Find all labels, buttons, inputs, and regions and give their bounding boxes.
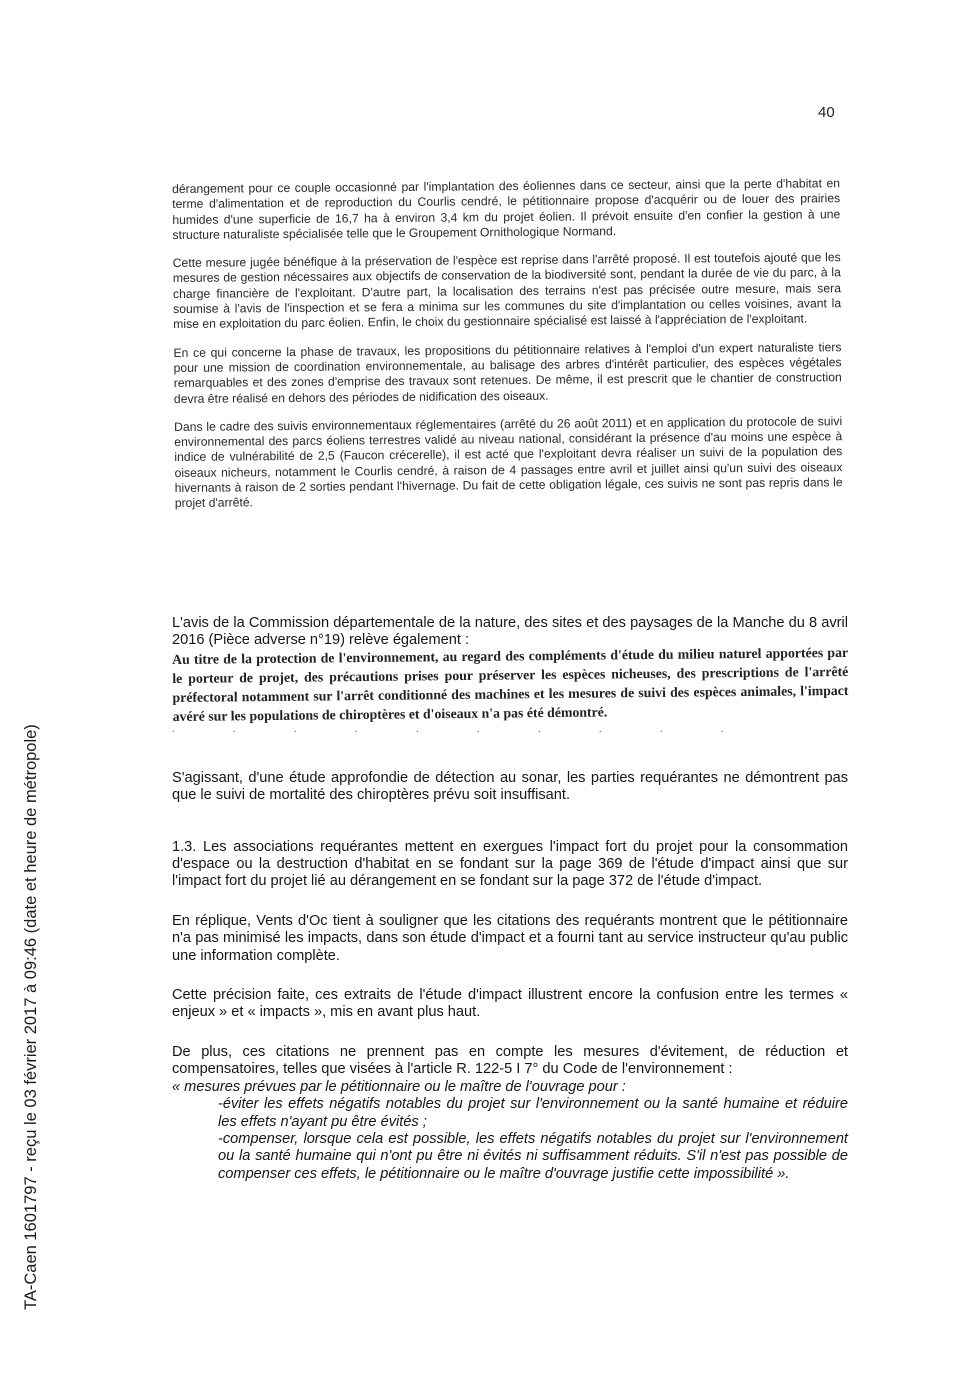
- main-body: [172, 615, 848, 1183]
- precision-paragraph: Cette précision faite, ces extraits de l'étude d'impact illustrent encore la confusion entre les termes « enjeux » et « impacts », mis en avant plus haut.: [172, 987, 848, 1021]
- commission-intro: L'avis de la Commission départementale de la nature, des sites et des paysages de la Manche du 8 avril 2016 (Pièce adverse n°19) relève également :: [172, 615, 848, 649]
- page-number: 40: [818, 104, 835, 121]
- quoted-paragraph: Dans le cadre des suivis environnementaux réglementaires (arrêté du 26 août 2011) et en application du protocole de suivi environnemental des parcs éoliens terrestres validé au niveau national, considérant la présence d'au moins une espèce à indice de vulnérabilité de 2,5 (Faucon crécerelle), il est acté que l'exploitant devra réaliser un suivi de la population des oiseaux nicheurs, notamment le Courlis cendré, à raison de 4 passages entre avril et juillet ainsi qu'un suivi des oiseaux hivernants à raison de 2 sorties pendant l'hivernage. Du fait de cette obligation légale, ces suivis ne sont pas repris dans le projet d'arrêté.: [174, 414, 843, 511]
- quoted-paragraph: En ce qui concerne la phase de travaux, les propositions du pétitionnaire relatives à l'emploi d'un expert naturaliste tiers pour une mission de coordination environnementale, au balisage des arbres d'intérêt particulier, des espèces végétales remarquables et des zones d'emprise des travaux sont retenues. De même, il est prescrit que le chantier de construction devra être réalisé en dehors des périodes de nidification des oiseaux.: [173, 339, 842, 406]
- moreover-paragraph: De plus, ces citations ne prennent pas en compte les mesures d'évitement, de réduction et compensatoires, telles que visées à l'article R. 122-5 I 7° du Code de l'environnement :: [172, 1043, 848, 1078]
- article-item-avoid: -éviter les effets négatifs notables du projet sur l'environnement ou la santé humaine et réduire les effets n'ayant pu être évités ;: [218, 1096, 848, 1130]
- quoted-decision-excerpt: [172, 176, 843, 524]
- sonar-paragraph: S'agissant, d'une étude approfondie de détection au sonar, les parties requérantes ne démontrent pas que le suivi de mortalité des chiroptères prévu soit insuffisant.: [172, 769, 848, 804]
- reply-paragraph: En réplique, Vents d'Oc tient à souligner que les citations des requérants montrent que le pétitionnaire n'a pas minimisé les impacts, dans son étude d'impact et a fourni tant au service instructeur qu'au public une information complète.: [172, 912, 848, 964]
- commission-quote: Au titre de la protection de l'environnement, au regard des compléments d'étude du milieu naturel apportées par le porteur de projet, des précautions prises pour préserver les espèces nicheuses, des prescriptions de l'arrêté préfectoral notamment sur l'arrêt conditionné des machines et les mesures de suivi des espèces animales, l'impact avéré sur les populations de chiroptères et d'oiseaux n'a pas été démontré.: [172, 644, 849, 724]
- quoted-paragraph: Cette mesure jugée bénéfique à la préservation de l'espèce est reprise dans l'arrêté proposé. Il est toutefois ajouté que les mesures de gestion nécessaires aux objectifs de conservation de la biodiversité sont, pendant la durée de vie du parc, à la charge financière de l'exploitant. D'autre part, la localisation des terrains n'est pas précisée outre mesure, mais sera soumise à l'avis de l'inspection et se fera a minima sur les communes du site d'implantation ou celles voisines, avant la mise en exploitation du parc éolien. Enfin, le choix du gestionnaire spécialisé est laissé à l'appréciation de l'exploitant.: [172, 250, 842, 332]
- section-1-3-paragraph: 1.3. Les associations requérantes mettent en exergues l'impact fort du projet pour la consommation d'espace ou la destruction d'habitat en se fondant sur la page 369 de l'étude d'impact ainsi que sur l'impact fort du projet lié au dérangement en se fondant sur la page 372 de l'étude d'impact.: [172, 838, 848, 890]
- quoted-paragraph: dérangement pour ce couple occasionné par l'implantation des éoliennes dans ce secteur, ainsi que la perte d'habitat en terme d'alimentation et de reproduction du Courlis cendré, le pétitionnaire propose d'acquérir ou de louer des prairies humides d'une superficie de 16,7 ha à environ 3,4 km du projet éolien. Il prévoit ensuite d'en confier la gestion à une structure naturaliste spécialisée telle que le Groupement Ornithologique Normand.: [172, 176, 841, 242]
- article-item-compensate: -compenser, lorsque cela est possible, les effets négatifs notables du projet sur l'environnement ou la santé humaine qui n'ont pu être ni évités ni suffisamment réduits. S'il n'est pas possible de compenser ces effets, le pétitionnaire ou le maître d'ouvrage justifie cette impossibilité ».: [218, 1130, 848, 1182]
- article-intro: « mesures prévues par le pétitionnaire ou le maître de l'ouvrage pour :: [172, 1078, 626, 1095]
- receipt-stamp: TA-Caen 1601797 - reçu le 03 février 2017 à 09:46 (date et heure de métropole): [22, 724, 40, 1310]
- dotted-separator: . . . . . . . . . .: [172, 723, 752, 735]
